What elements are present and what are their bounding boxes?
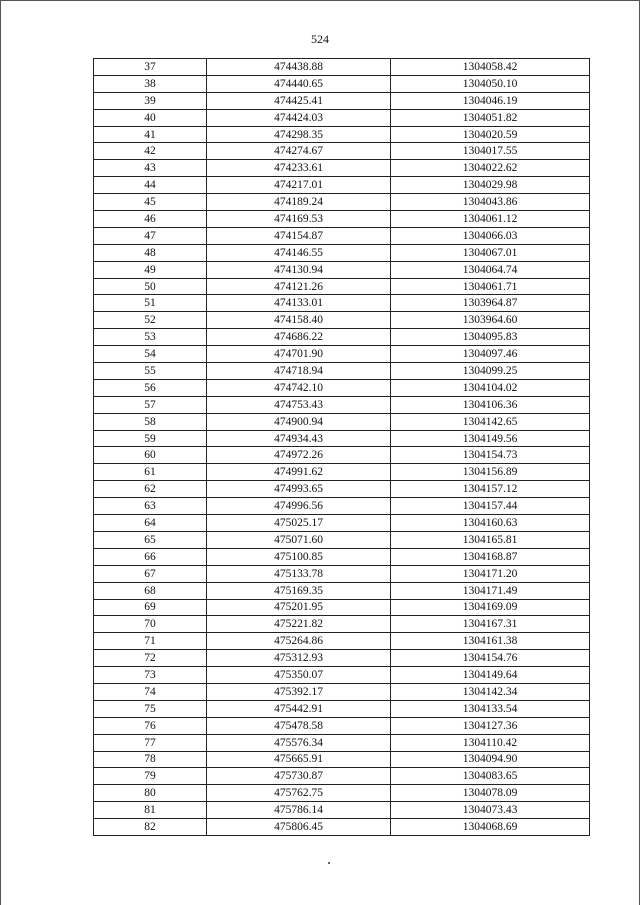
x-coordinate-cell: 475071.60	[207, 531, 391, 548]
table-row	[94, 515, 590, 532]
y-coordinate-cell: 1304160.63	[391, 515, 590, 532]
table-row	[94, 92, 590, 109]
x-coordinate-cell: 474753.43	[207, 396, 391, 413]
table-row	[94, 616, 590, 633]
x-coordinate-cell: 475665.91	[207, 751, 391, 768]
table-row	[94, 531, 590, 548]
x-coordinate-cell: 474900.94	[207, 413, 391, 430]
point-number-cell: 58	[94, 413, 207, 430]
y-coordinate-cell: 1304051.82	[391, 109, 590, 126]
x-coordinate-cell: 475478.58	[207, 717, 391, 734]
y-coordinate-cell: 1304157.44	[391, 498, 590, 515]
point-number-cell: 61	[94, 464, 207, 481]
point-number-cell: 74	[94, 683, 207, 700]
table-row	[94, 717, 590, 734]
point-number-cell: 67	[94, 565, 207, 582]
x-coordinate-cell: 475201.95	[207, 599, 391, 616]
point-number-cell: 52	[94, 312, 207, 329]
point-number-cell: 76	[94, 717, 207, 734]
point-number-cell: 70	[94, 616, 207, 633]
x-coordinate-cell: 475221.82	[207, 616, 391, 633]
page-border-top	[0, 0, 640, 1]
point-number-cell: 57	[94, 396, 207, 413]
table-row	[94, 700, 590, 717]
x-coordinate-cell: 474424.03	[207, 109, 391, 126]
x-coordinate-cell: 474217.01	[207, 177, 391, 194]
y-coordinate-cell: 1304017.55	[391, 143, 590, 160]
point-number-cell: 78	[94, 751, 207, 768]
point-number-cell: 54	[94, 346, 207, 363]
x-coordinate-cell: 475786.14	[207, 802, 391, 819]
y-coordinate-cell: 1304157.12	[391, 481, 590, 498]
table-row	[94, 768, 590, 785]
x-coordinate-cell: 474701.90	[207, 346, 391, 363]
table-row	[94, 751, 590, 768]
x-coordinate-cell: 475806.45	[207, 819, 391, 836]
table-row	[94, 194, 590, 211]
table-row	[94, 211, 590, 228]
x-coordinate-cell: 475264.86	[207, 633, 391, 650]
x-coordinate-cell: 474154.87	[207, 227, 391, 244]
table-row	[94, 261, 590, 278]
point-number-cell: 39	[94, 92, 207, 109]
y-coordinate-cell: 1304020.59	[391, 126, 590, 143]
y-coordinate-cell: 1304110.42	[391, 734, 590, 751]
coordinates-table	[93, 58, 590, 836]
point-number-cell: 64	[94, 515, 207, 532]
table-row	[94, 819, 590, 836]
x-coordinate-cell: 474972.26	[207, 447, 391, 464]
page-number: 524	[311, 32, 329, 46]
y-coordinate-cell: 1304073.43	[391, 802, 590, 819]
x-coordinate-cell: 474993.65	[207, 481, 391, 498]
table-row	[94, 548, 590, 565]
point-number-cell: 40	[94, 109, 207, 126]
point-number-cell: 79	[94, 768, 207, 785]
point-number-cell: 47	[94, 227, 207, 244]
point-number-cell: 71	[94, 633, 207, 650]
point-number-cell: 43	[94, 160, 207, 177]
table-row	[94, 430, 590, 447]
table-row	[94, 413, 590, 430]
point-number-cell: 63	[94, 498, 207, 515]
point-number-cell: 68	[94, 582, 207, 599]
y-coordinate-cell: 1304142.34	[391, 683, 590, 700]
point-number-cell: 51	[94, 295, 207, 312]
table-row	[94, 346, 590, 363]
table-row	[94, 177, 590, 194]
table-row	[94, 633, 590, 650]
table-row	[94, 802, 590, 819]
table-row	[94, 734, 590, 751]
table-row	[94, 363, 590, 380]
table-row	[94, 481, 590, 498]
y-coordinate-cell: 1304149.56	[391, 430, 590, 447]
y-coordinate-cell: 1304156.89	[391, 464, 590, 481]
point-number-cell: 65	[94, 531, 207, 548]
table-row	[94, 498, 590, 515]
y-coordinate-cell: 1304068.69	[391, 819, 590, 836]
y-coordinate-cell: 1304165.81	[391, 531, 590, 548]
x-coordinate-cell: 474425.41	[207, 92, 391, 109]
y-coordinate-cell: 1304043.86	[391, 194, 590, 211]
table-row	[94, 447, 590, 464]
y-coordinate-cell: 1304095.83	[391, 329, 590, 346]
table-row	[94, 227, 590, 244]
x-coordinate-cell: 475133.78	[207, 565, 391, 582]
x-coordinate-cell: 474158.40	[207, 312, 391, 329]
y-coordinate-cell: 1304022.62	[391, 160, 590, 177]
point-number-cell: 38	[94, 75, 207, 92]
point-number-cell: 50	[94, 278, 207, 295]
y-coordinate-cell: 1304171.49	[391, 582, 590, 599]
x-coordinate-cell: 474189.24	[207, 194, 391, 211]
table-row	[94, 126, 590, 143]
y-coordinate-cell: 1304061.12	[391, 211, 590, 228]
y-coordinate-cell: 1304106.36	[391, 396, 590, 413]
footer-mark	[328, 862, 330, 864]
y-coordinate-cell: 1304083.65	[391, 768, 590, 785]
x-coordinate-cell: 475025.17	[207, 515, 391, 532]
y-coordinate-cell: 1303964.87	[391, 295, 590, 312]
x-coordinate-cell: 474438.88	[207, 59, 391, 76]
coordinates-table-body	[94, 59, 590, 836]
x-coordinate-cell: 475392.17	[207, 683, 391, 700]
x-coordinate-cell: 475350.07	[207, 667, 391, 684]
y-coordinate-cell: 1304169.09	[391, 599, 590, 616]
point-number-cell: 55	[94, 363, 207, 380]
point-number-cell: 53	[94, 329, 207, 346]
y-coordinate-cell: 1304149.64	[391, 667, 590, 684]
point-number-cell: 56	[94, 379, 207, 396]
y-coordinate-cell: 1304142.65	[391, 413, 590, 430]
y-coordinate-cell: 1304067.01	[391, 244, 590, 261]
table-row	[94, 278, 590, 295]
y-coordinate-cell: 1304167.31	[391, 616, 590, 633]
point-number-cell: 45	[94, 194, 207, 211]
page-border-left	[0, 0, 1, 905]
x-coordinate-cell: 474121.26	[207, 278, 391, 295]
x-coordinate-cell: 474274.67	[207, 143, 391, 160]
y-coordinate-cell: 1304061.71	[391, 278, 590, 295]
y-coordinate-cell: 1304078.09	[391, 785, 590, 802]
y-coordinate-cell: 1304050.10	[391, 75, 590, 92]
point-number-cell: 77	[94, 734, 207, 751]
table-row	[94, 244, 590, 261]
point-number-cell: 46	[94, 211, 207, 228]
y-coordinate-cell: 1304097.46	[391, 346, 590, 363]
x-coordinate-cell: 474298.35	[207, 126, 391, 143]
y-coordinate-cell: 1304046.19	[391, 92, 590, 109]
x-coordinate-cell: 475100.85	[207, 548, 391, 565]
y-coordinate-cell: 1304058.42	[391, 59, 590, 76]
x-coordinate-cell: 474686.22	[207, 329, 391, 346]
point-number-cell: 81	[94, 802, 207, 819]
point-number-cell: 60	[94, 447, 207, 464]
y-coordinate-cell: 1304094.90	[391, 751, 590, 768]
point-number-cell: 48	[94, 244, 207, 261]
table-row	[94, 59, 590, 76]
point-number-cell: 80	[94, 785, 207, 802]
x-coordinate-cell: 474991.62	[207, 464, 391, 481]
y-coordinate-cell: 1304099.25	[391, 363, 590, 380]
x-coordinate-cell: 474440.65	[207, 75, 391, 92]
x-coordinate-cell: 475576.34	[207, 734, 391, 751]
table-row	[94, 160, 590, 177]
table-row	[94, 667, 590, 684]
y-coordinate-cell: 1304133.54	[391, 700, 590, 717]
x-coordinate-cell: 474146.55	[207, 244, 391, 261]
point-number-cell: 82	[94, 819, 207, 836]
table-row	[94, 683, 590, 700]
table-row	[94, 785, 590, 802]
table-row	[94, 379, 590, 396]
x-coordinate-cell: 474169.53	[207, 211, 391, 228]
x-coordinate-cell: 475312.93	[207, 650, 391, 667]
y-coordinate-cell: 1304127.36	[391, 717, 590, 734]
table-row	[94, 396, 590, 413]
x-coordinate-cell: 474934.43	[207, 430, 391, 447]
point-number-cell: 37	[94, 59, 207, 76]
y-coordinate-cell: 1304104.02	[391, 379, 590, 396]
y-coordinate-cell: 1304154.73	[391, 447, 590, 464]
x-coordinate-cell: 474718.94	[207, 363, 391, 380]
y-coordinate-cell: 1304171.20	[391, 565, 590, 582]
point-number-cell: 69	[94, 599, 207, 616]
table-row	[94, 329, 590, 346]
y-coordinate-cell: 1304029.98	[391, 177, 590, 194]
x-coordinate-cell: 474233.61	[207, 160, 391, 177]
table-row	[94, 312, 590, 329]
x-coordinate-cell: 475762.75	[207, 785, 391, 802]
table-row	[94, 565, 590, 582]
x-coordinate-cell: 475442.91	[207, 700, 391, 717]
point-number-cell: 44	[94, 177, 207, 194]
point-number-cell: 73	[94, 667, 207, 684]
table-row	[94, 109, 590, 126]
point-number-cell: 41	[94, 126, 207, 143]
point-number-cell: 49	[94, 261, 207, 278]
table-row	[94, 464, 590, 481]
point-number-cell: 62	[94, 481, 207, 498]
x-coordinate-cell: 475169.35	[207, 582, 391, 599]
table-row	[94, 650, 590, 667]
y-coordinate-cell: 1303964.60	[391, 312, 590, 329]
point-number-cell: 59	[94, 430, 207, 447]
point-number-cell: 72	[94, 650, 207, 667]
y-coordinate-cell: 1304066.03	[391, 227, 590, 244]
x-coordinate-cell: 474996.56	[207, 498, 391, 515]
point-number-cell: 66	[94, 548, 207, 565]
table-row	[94, 143, 590, 160]
y-coordinate-cell: 1304064.74	[391, 261, 590, 278]
x-coordinate-cell: 474133.01	[207, 295, 391, 312]
table-row	[94, 582, 590, 599]
x-coordinate-cell: 474742.10	[207, 379, 391, 396]
y-coordinate-cell: 1304161.38	[391, 633, 590, 650]
y-coordinate-cell: 1304154.76	[391, 650, 590, 667]
y-coordinate-cell: 1304168.87	[391, 548, 590, 565]
table-row	[94, 75, 590, 92]
x-coordinate-cell: 475730.87	[207, 768, 391, 785]
point-number-cell: 75	[94, 700, 207, 717]
table-row	[94, 599, 590, 616]
table-row	[94, 295, 590, 312]
x-coordinate-cell: 474130.94	[207, 261, 391, 278]
point-number-cell: 42	[94, 143, 207, 160]
